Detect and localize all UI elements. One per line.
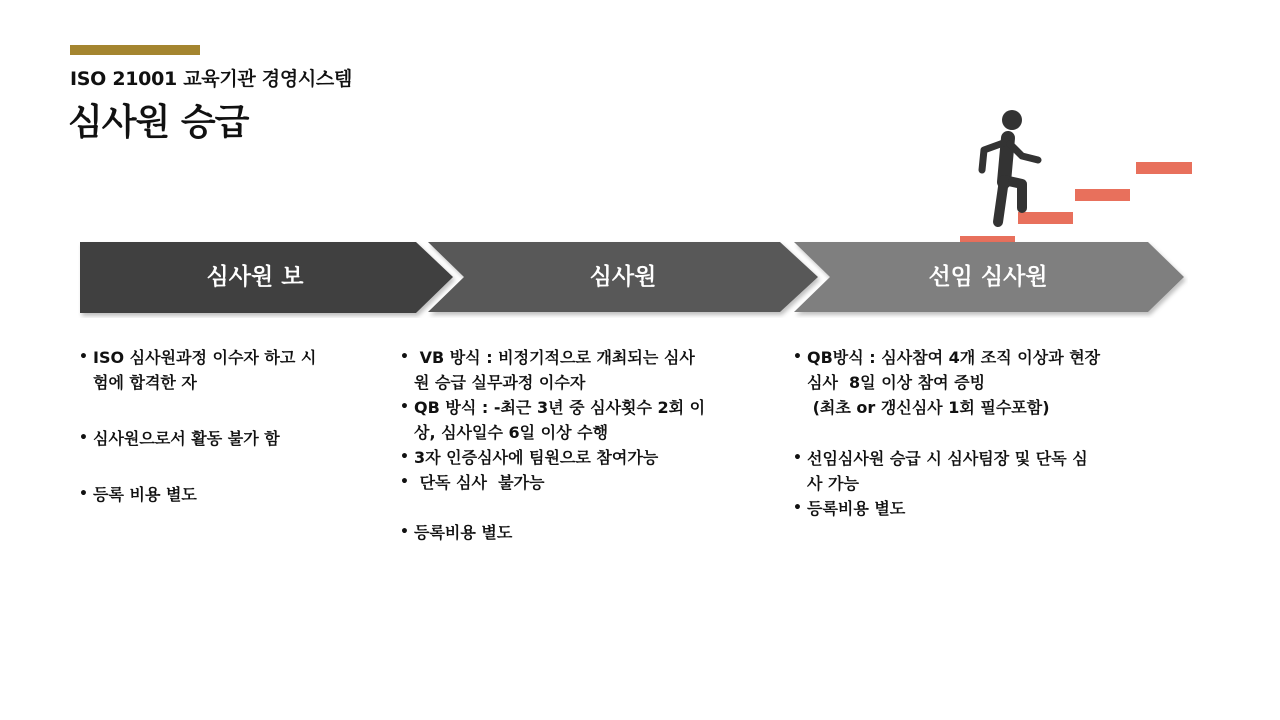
detail-item: • QB 방식 : -최근 3년 중 심사횟수 2회 이 상, 심사일수 6일 이상 수행 [400,395,745,445]
detail-item: • VB 방식 : 비정기적으로 개최되는 심사 원 승급 실무과정 이수자 [400,345,745,395]
person-figure [982,110,1038,222]
detail-item: • 등록 비용 별도 [79,482,379,507]
climbing-stairs-person-icon [950,100,1200,245]
stair-step [1136,162,1192,174]
stair-step [1075,189,1130,201]
stage-2-details [400,345,745,545]
stage-3-details [793,345,1138,521]
detail-item: • 단독 심사 불가능 [400,470,745,495]
detail-item: • 3자 인증심사에 팀원으로 참여가능 [400,445,745,470]
detail-item: • 등록비용 별도 [793,496,1138,521]
stair-step [1018,212,1073,224]
detail-item: • 심사원으로서 활동 불가 함 [79,426,379,451]
detail-item: • 등록비용 별도 [400,520,745,545]
accent-bar [70,45,200,55]
detail-item: • 선임심사원 승급 시 심사팀장 및 단독 심 사 가능 [793,446,1138,496]
stage-label-3: 선임 심사원 [928,264,1048,290]
detail-item: • QB방식 : 심사참여 4개 조직 이상과 현장 심사 8일 이상 참여 증빙 (최초 or 갱신심사 1회 필수포함) [793,345,1138,420]
detail-item: • ISO 심사원과정 이수자 하고 시 험에 합격한 자 [79,345,379,395]
page-subtitle: ISO 21001 교육기관 경영시스템 [70,68,353,90]
stage-label-1: 심사원 보 [206,264,304,290]
stage-1-details [79,345,379,507]
page-title: 심사원 승급 [68,102,249,143]
stage-label-2: 심사원 [589,264,657,290]
